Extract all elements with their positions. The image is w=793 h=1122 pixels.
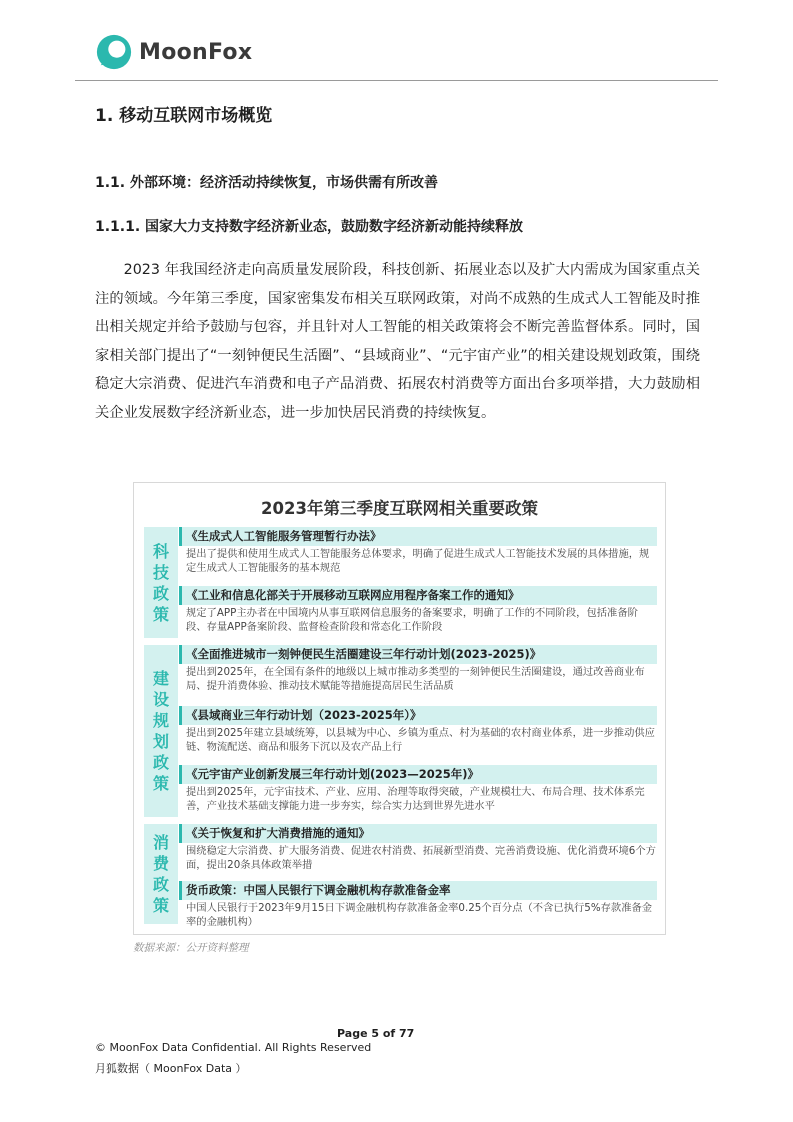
subsection-heading: 1.1. 外部环境：经济活动持续恢复，市场供需有所改善 bbox=[95, 175, 438, 191]
section-heading: 1. 移动互联网市场概览 bbox=[95, 106, 273, 126]
policy-description: 提出到2025年，元宇宙技术、产业、应用、治理等取得突破，产业规模壮大、布局合理、技术体系完善，产业技术基础支撑能力进一步夯实，综合实力达到世界先进水平 bbox=[186, 786, 645, 812]
policy-entry bbox=[179, 824, 657, 872]
policy-title: 《生成式人工智能服务管理暂行办法》 bbox=[179, 527, 657, 546]
policy-entry bbox=[179, 527, 657, 575]
category-char: 策 bbox=[152, 604, 169, 624]
copyright-notice: © MoonFox Data Confidential. All Rights Reserved bbox=[95, 1041, 372, 1054]
policy-description: 提出了提供和使用生成式人工智能服务总体要求，明确了促进生成式人工智能技术发展的具体措施，规定生成式人工智能服务的基本规范 bbox=[186, 548, 650, 574]
moonfox-logo-icon bbox=[95, 33, 133, 71]
policy-description: 提出到2025年，在全国有条件的地级以上城市推动多类型的一刻钟便民生活圈建设，通过改善商业布局、提升消费体验、推动技术赋能等措施提高居民生活品质 bbox=[186, 666, 645, 692]
category-char: 建 bbox=[152, 669, 169, 688]
category-char: 政 bbox=[152, 753, 169, 772]
body-paragraph: 2023 年我国经济走向高质量发展阶段，科技创新、拓展业态以及扩大内需成为国家重点关注的领域。今年第三季度，国家密集发布相关互联网政策，对尚不成熟的生成式人工智能及时推出相关规定并给予鼓励与包容，并且针对人工智能的相关政策将会不断完善监督体系。同时，国家相关部门提出了“一刻钟便民生活圈”、“县域商业”、“元宇宙产业”的相关建设规划政策，围绕稳定大宗消费、促进汽车消费和电子产品消费、拓展农村消费等方面出台多项举措，大力鼓励相关企业发展数字经济新业态，进一步加快居民消费的持续恢复。 bbox=[95, 262, 700, 421]
category-char: 科 bbox=[152, 541, 169, 561]
category-char: 设 bbox=[152, 690, 169, 709]
policy-entry bbox=[179, 706, 657, 754]
category-char: 规 bbox=[152, 711, 169, 730]
page-number: Page 5 of 77 bbox=[337, 1027, 415, 1040]
policy-title: 《关于恢复和扩大消费措施的通知》 bbox=[179, 824, 657, 843]
policy-title: 《工业和信息化部关于开展移动互联网应用程序备案工作的通知》 bbox=[179, 586, 657, 605]
policy-description: 规定了APP主办者在中国境内从事互联网信息服务的备案要求，明确了工作的不同阶段，包括准备阶段、存量APP备案阶段、监督检查阶段和常态化工作阶段 bbox=[186, 607, 638, 633]
policy-entry bbox=[179, 645, 657, 693]
policy-title: 《元宇宙产业创新发展三年行动计划(2023—2025年)》 bbox=[179, 765, 657, 784]
policy-entry bbox=[179, 765, 657, 813]
category-char: 技 bbox=[152, 562, 169, 582]
policy-description: 围绕稳定大宗消费、扩大服务消费、促进农村消费、拓展新型消费、完善消费设施、优化消费环境6个方面，提出20条具体政策举措 bbox=[186, 845, 656, 871]
footer-brand: 月狐数据（ MoonFox Data ） bbox=[95, 1062, 247, 1075]
data-source-note: 数据来源：公开资料整理 bbox=[133, 942, 249, 954]
policy-title: 《全面推进城市一刻钟便民生活圈建设三年行动计划(2023-2025)》 bbox=[179, 645, 657, 664]
category-tech-policy bbox=[144, 527, 178, 638]
figure-title: 2023年第三季度互联网相关重要政策 bbox=[261, 499, 538, 518]
category-char: 策 bbox=[152, 774, 169, 793]
category-char: 政 bbox=[152, 583, 169, 603]
brand-name: MoonFox bbox=[139, 39, 253, 65]
header bbox=[95, 32, 252, 72]
policy-title: 《县域商业三年行动计划（2023-2025年）》 bbox=[179, 706, 657, 725]
category-consumption-policy bbox=[144, 824, 178, 924]
category-char: 消 bbox=[152, 833, 169, 852]
category-char: 划 bbox=[152, 732, 169, 751]
category-char: 政 bbox=[152, 875, 169, 894]
category-char: 策 bbox=[152, 896, 169, 915]
policy-title: 货币政策：中国人民银行下调金融机构存款准备金率 bbox=[179, 881, 657, 900]
policy-description: 提出到2025年建立县域统筹，以县城为中心、乡镇为重点、村为基础的农村商业体系，进一步推动供应链、物流配送、商品和服务下沉以及农产品上行 bbox=[186, 727, 655, 753]
header-divider bbox=[75, 80, 718, 81]
category-planning-policy bbox=[144, 645, 178, 817]
subsubsection-heading: 1.1.1. 国家大力支持数字经济新业态，鼓励数字经济新动能持续释放 bbox=[95, 219, 524, 235]
category-char: 费 bbox=[152, 854, 169, 873]
policy-entry bbox=[179, 881, 657, 929]
policy-entry bbox=[179, 586, 657, 634]
policy-figure bbox=[133, 482, 666, 935]
policy-description: 中国人民银行于2023年9月15日下调金融机构存款准备金率0.25个百分点（不含已执行5%存款准备金率的金融机构） bbox=[186, 902, 653, 928]
